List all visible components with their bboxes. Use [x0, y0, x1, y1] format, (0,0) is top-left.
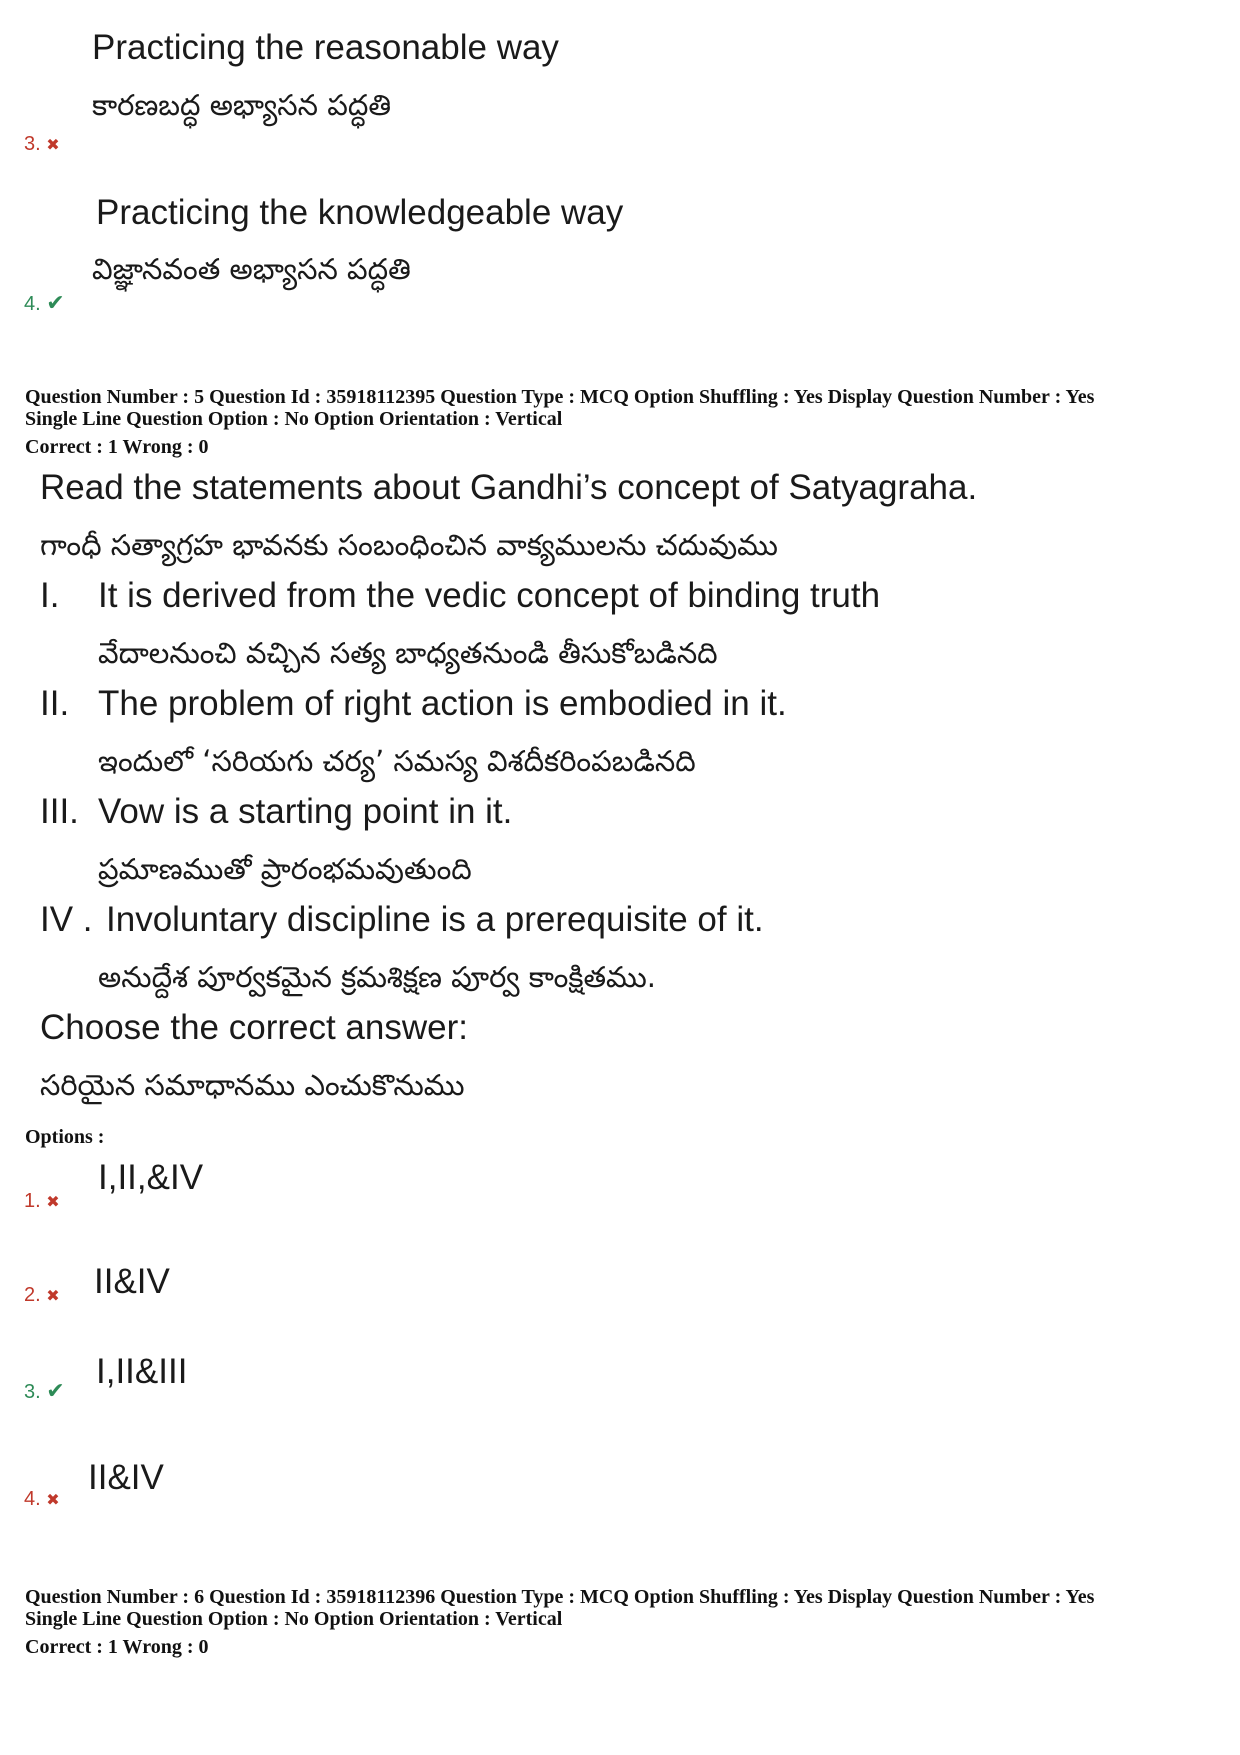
statement-text: The problem of right action is embodied in it.: [98, 684, 787, 723]
statement-2-english: [40, 684, 787, 724]
statement-text: Vow is a starting point in it.: [98, 792, 513, 831]
cross-icon: ✖: [46, 1492, 60, 1509]
statement-text: Involuntary discipline is a prerequisite of it.: [106, 900, 764, 939]
checkmark-icon: ✔: [46, 1378, 65, 1403]
choose-telugu: సరియైన సమాధానము ఎంచుకొనుము: [40, 1068, 465, 1102]
cross-icon: ✖: [46, 1288, 60, 1305]
prev-option-3-number: [24, 133, 60, 156]
prev-option-4-telugu: విజ్ఞానవంత అభ్యాసన పద్ధతి: [92, 252, 411, 286]
option-2-marker: [24, 1284, 60, 1307]
option-1-text: I,II,&IV: [98, 1158, 204, 1197]
prev-option-4-english: Practicing the knowledgeable way: [96, 193, 624, 232]
option-2-text: II&IV: [94, 1262, 170, 1301]
choose-english: Choose the correct answer:: [40, 1008, 468, 1047]
option-1-marker: [24, 1190, 60, 1213]
q5-stem-telugu: గాంధీ సత్యాగ్రహ భావనకు సంబంధించిన వాక్యములను చదువుము: [40, 528, 778, 562]
q6-meta-line1: Question Number : 6 Question Id : 35918112396 Question Type : MCQ Option Shuffling : Yes Display Question Number : Yes: [25, 1586, 1095, 1608]
prev-option-4-number: [24, 290, 65, 316]
q5-scoring: Correct : 1 Wrong : 0: [25, 436, 209, 458]
option-number: 2.: [24, 1284, 41, 1306]
option-number: 4.: [24, 293, 41, 315]
q5-stem-english: Read the statements about Gandhi’s concept of Satyagraha.: [40, 468, 978, 507]
q6-meta-line2: Single Line Question Option : No Option Orientation : Vertical: [25, 1608, 563, 1630]
statement-text: It is derived from the vedic concept of binding truth: [98, 576, 881, 615]
statement-4-english: [40, 900, 764, 940]
statement-4-telugu: అనుద్దేశ పూర్వకమైన క్రమశిక్షణ పూర్వ కాంక్షితము.: [98, 960, 656, 994]
prev-option-3-english: Practicing the reasonable way: [92, 28, 559, 67]
statement-1-telugu: వేదాలనుంచి వచ్చిన సత్య బాధ్యతనుండి తీసుకోబడినది: [98, 636, 718, 670]
cross-icon: ✖: [46, 1194, 60, 1211]
option-number: 3.: [24, 133, 41, 155]
option-3-text: I,II&III: [96, 1352, 188, 1391]
checkmark-icon: ✔: [46, 290, 65, 315]
statement-3-telugu: ప్రమాణముతో ప్రారంభమవుతుంది: [98, 852, 472, 886]
q5-meta-line1: Question Number : 5 Question Id : 35918112395 Question Type : MCQ Option Shuffling : Yes Display Question Number : Yes: [25, 386, 1095, 408]
statement-2-telugu: ఇందులో ‘సరియగు చర్య’ సమస్య విశదీకరింపబడినది: [98, 744, 696, 778]
statement-3-english: [40, 792, 512, 832]
cross-icon: ✖: [46, 137, 60, 154]
options-label: Options :: [25, 1126, 105, 1148]
prev-option-3-telugu: కారణబద్ధ అభ్యాసన పద్ధతి: [92, 88, 392, 122]
statement-label: IV .: [40, 900, 93, 939]
option-4-text: II&IV: [88, 1458, 164, 1497]
option-3-marker: [24, 1378, 65, 1404]
q5-meta-line2: Single Line Question Option : No Option Orientation : Vertical: [25, 408, 563, 430]
option-number: 1.: [24, 1190, 41, 1212]
option-number: 4.: [24, 1488, 41, 1510]
statement-label: I.: [40, 576, 60, 615]
statement-label: II.: [40, 684, 70, 723]
option-number: 3.: [24, 1381, 41, 1403]
option-4-marker: [24, 1488, 60, 1511]
q6-scoring: Correct : 1 Wrong : 0: [25, 1636, 209, 1658]
statement-label: III.: [40, 792, 79, 831]
statement-1-english: [40, 576, 880, 616]
